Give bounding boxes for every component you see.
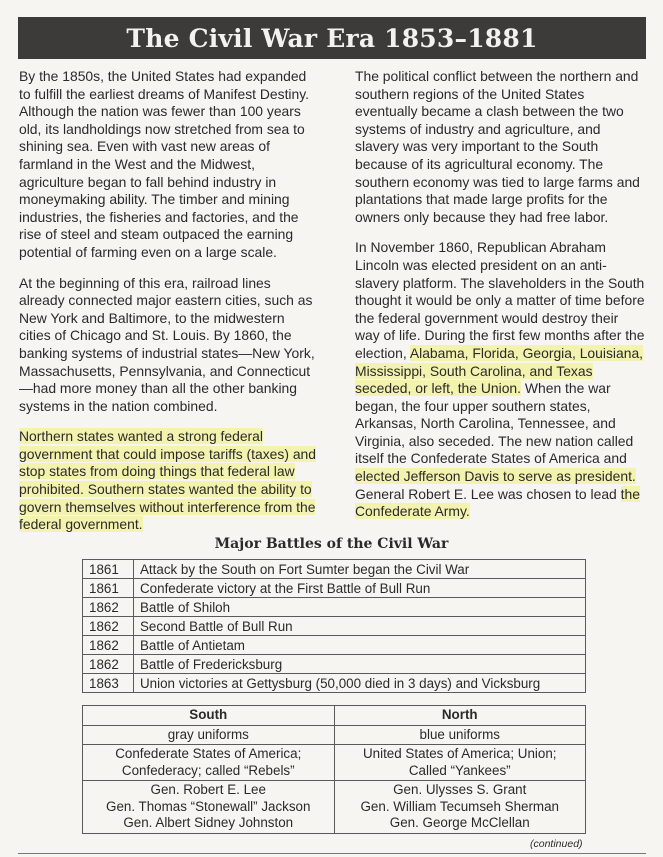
north-uniforms: blue uniforms xyxy=(334,725,586,745)
comparison-names-row xyxy=(83,745,586,781)
south-uniforms: gray uniforms xyxy=(83,725,335,745)
south-general: Gen. Robert E. Lee xyxy=(150,782,266,797)
paragraph-political-conflict: The political conflict between the northern and southern regions of the United States eventually became a clash between the two systems of industry and agriculture, and slavery was very important to the South because of its agricultural economy. The southern economy was tied to large farms and plantations that made large profits for the owners only because they had free labor. xyxy=(355,68,640,225)
paragraph-north-south-goals xyxy=(19,428,319,534)
battle-year: 1862 xyxy=(83,636,134,655)
battle-year: 1862 xyxy=(83,617,134,636)
south-names xyxy=(83,745,335,781)
north-names-line-2: Called “Yankees” xyxy=(408,762,511,778)
north-general: Gen. Ulysses S. Grant xyxy=(393,782,527,797)
battle-row xyxy=(83,579,586,598)
comparison-generals-row xyxy=(83,781,586,834)
battle-row xyxy=(83,560,586,579)
south-header: South xyxy=(83,706,335,726)
battle-year: 1863 xyxy=(83,674,134,693)
highlight-seceded-states: Alabama, Florida, Georgia, Louisiana, Mississippi, South Carolina, and Texas seceded, or left, the Union. xyxy=(355,344,644,397)
battles-table-title: Major Battles of the Civil War xyxy=(214,536,449,552)
south-generals xyxy=(83,781,335,834)
right-column xyxy=(355,68,645,534)
paragraph-railroads-banking: At the beginning of this era, railroad lines already connected major eastern cities, such as New York and Baltimore, to the midwestern cities of Chicago and St. Louis. By 1860, the banking systems of industrial states—New York, Massachusetts, Pennsylvania, and Connecticut—had more money than all the other banking systems in the nation combined. xyxy=(19,274,315,414)
south-general: Gen. Albert Sidney Johnston xyxy=(123,815,294,830)
south-general: Gen. Thomas “Stonewall” Jackson xyxy=(106,798,311,814)
battle-row xyxy=(83,655,586,674)
north-generals xyxy=(334,781,586,834)
north-names-line-1: United States of America; Union; xyxy=(362,746,557,761)
comparison-uniform-row xyxy=(83,725,586,745)
battle-row xyxy=(83,598,586,617)
battle-year: 1862 xyxy=(83,598,134,617)
battle-row xyxy=(83,674,586,693)
north-names xyxy=(334,745,586,781)
battle-row xyxy=(83,636,586,655)
battle-event: Second Battle of Bull Run xyxy=(134,617,586,636)
highlight-jefferson-davis: elected Jefferson Davis to serve as president. xyxy=(355,468,636,485)
south-names-line-1: Confederate States of America; xyxy=(115,746,302,761)
paragraph-manifest-destiny: By the 1850s, the United States had expanded to fulfill the earliest dreams of Manifest Destiny. Although the nation was fewer than 100 years old, its landholdings now stretched from sea to shining sea. Even with vast new areas of farmland in the West and the Midwest, agriculture began to fall behind industry in moneymaking ability. The timber and mining industries, the fisheries and factories, and the rise of steel and steam outpaced the earning potential of farming even on a large scale. xyxy=(19,68,310,260)
battle-event: Battle of Shiloh xyxy=(134,598,586,617)
south-names-line-2: Confederacy; called “Rebels” xyxy=(121,762,295,778)
battle-event: Union victories at Gettysburg (50,000 died in 3 days) and Vicksburg xyxy=(134,674,586,693)
title-banner xyxy=(18,17,646,59)
south-north-table xyxy=(82,705,586,834)
battle-event: Battle of Fredericksburg xyxy=(134,655,586,674)
battle-row xyxy=(83,617,586,636)
text-upper-south: When the war began, the four upper southern states, Arkansas, North Carolina, Tennessee, and Virginia, also seceded. The new nation called itself the Confederate States of America and xyxy=(355,380,634,467)
battle-event: Attack by the South on Fort Sumter began the Civil War xyxy=(134,560,586,579)
text-lee-chosen: General Robert E. Lee was chosen to lead xyxy=(355,485,621,502)
north-general: Gen. William Tecumseh Sherman xyxy=(360,798,559,814)
battles-table xyxy=(82,559,586,693)
battle-event: Battle of Antietam xyxy=(134,636,586,655)
highlight-confederate-army: the Confederate Army. xyxy=(355,485,640,520)
battle-year: 1862 xyxy=(83,655,134,674)
page-title: The Civil War Era 1853–1881 xyxy=(126,23,538,53)
paragraph-lincoln-secession xyxy=(355,239,645,521)
battle-event: Confederate victory at the First Battle of Bull Run xyxy=(134,579,586,598)
north-header: North xyxy=(334,706,586,726)
north-general: Gen. George McClellan xyxy=(389,815,530,830)
text-lincoln-intro: In November 1860, Republican Abraham Lincoln was elected president on an anti-slavery platform. The slaveholders in the South thought it would be only a matter of time before the federal government would destroy their way of life. During the first few months after the election, xyxy=(355,239,645,361)
battle-year: 1861 xyxy=(83,560,134,579)
left-column xyxy=(19,68,319,547)
continued-note: (continued) xyxy=(530,838,583,850)
comparison-header-row xyxy=(83,706,586,726)
battle-year: 1861 xyxy=(83,579,134,598)
highlight-north-south-goals: Northern states wanted a strong federal government that could impose tariffs (taxes) and stop states from doing things that federal law prohibited. Southern states wanted the ability to govern themselves without interference from the federal government. xyxy=(19,428,317,533)
footer-rule xyxy=(18,853,646,854)
